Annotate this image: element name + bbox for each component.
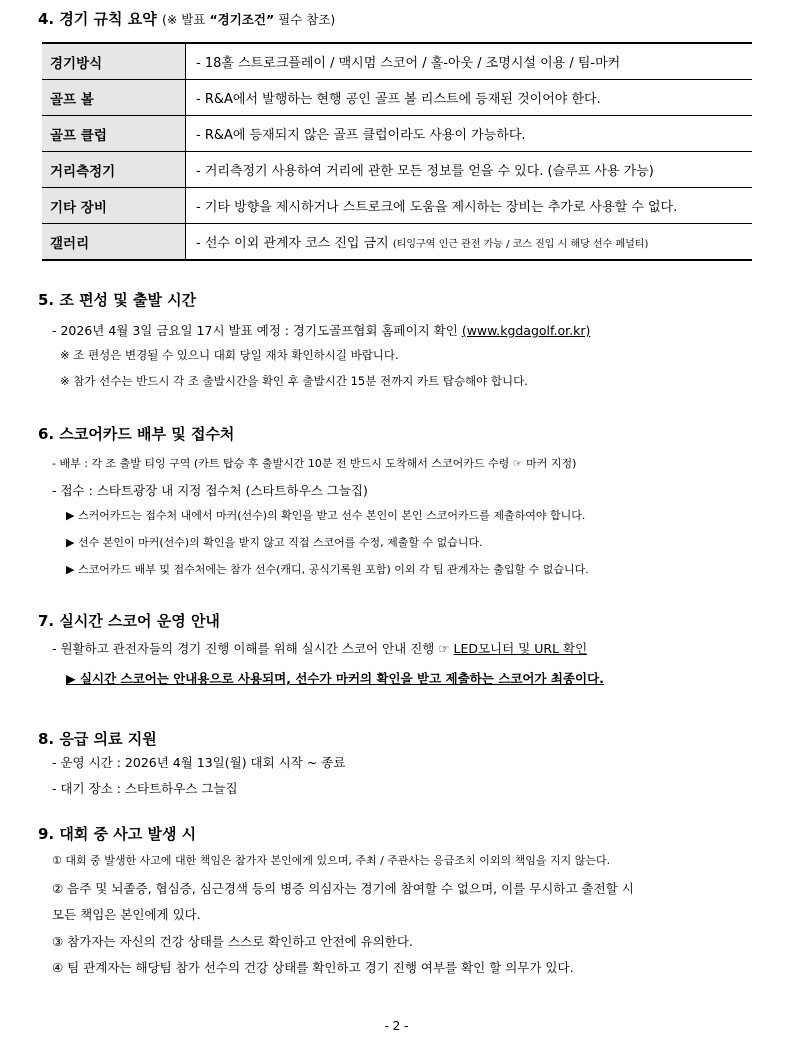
section-8-line: - 운영 시간 : 2026년 4월 13일(월) 대회 시작 ~ 종료 (52, 755, 346, 770)
rules-table (42, 42, 752, 261)
rule-value-text: - 기타 방향을 제시하거나 스트로크에 도움을 제시하는 장비는 추가로 사용할 수 없다. (196, 200, 678, 215)
section-9-item: ② 음주 및 뇌졸증, 협심증, 심근경색 등의 병증 의심자는 경기에 참여할 수 없으며, 이를 무시하고 출전할 시 (52, 881, 634, 896)
section-9-item: ④ 팀 관계자는 해당팀 참가 선수의 건강 상태를 확인하고 경기 진행 여부를 확인 할 의무가 있다. (52, 960, 574, 975)
rule-value-text: - 거리측정기 사용하여 거리에 관한 모든 정보를 얻을 수 있다. (슬루프 사용 가능) (196, 164, 654, 179)
section-6-bullet: ▶ 스코어카드 배부 및 접수처에는 참가 선수(캐디, 공식기록원 포함) 이외 각 팀 관계자는 출입할 수 없습니다. (66, 563, 589, 576)
note-bold: “경기조건” (209, 12, 275, 27)
section-4-title: 4. 경기 규칙 요약 (38, 10, 157, 28)
table-row (42, 224, 752, 261)
table-row (42, 188, 752, 224)
table-row (42, 80, 752, 116)
section-5-note: ※ 참가 선수는 반드시 각 조 출발시간을 확인 후 출발시간 15분 전까지 카트 탑승해야 합니다. (60, 374, 528, 388)
rule-value-small: (티잉구역 인근 관전 가능 / 코스 진입 시 해당 선수 페널티) (392, 239, 649, 250)
section-8-line: - 대기 장소 : 스타트하우스 그늘집 (52, 781, 238, 796)
section-7-title: 7. 실시간 스코어 운영 안내 (38, 612, 220, 630)
rule-value-text: - R&A에서 발행하는 현행 공인 골프 볼 리스트에 등재된 것이어야 한다. (196, 92, 601, 107)
note-suffix: 필수 참조) (274, 12, 336, 27)
table-row (42, 43, 752, 80)
section-6-title: 6. 스코어카드 배부 및 접수처 (38, 425, 235, 443)
rule-value-text: - 선수 이외 관계자 코스 진입 금지 (196, 236, 393, 251)
section-9-item: ③ 참가자는 자신의 건강 상태를 스스로 확인하고 안전에 유의한다. (52, 934, 413, 949)
section-6-bullet: ▶ 선수 본인이 마커(선수)의 확인을 받지 않고 직접 스코어를 수정, 제출할 수 없습니다. (66, 536, 483, 549)
rule-value (186, 188, 753, 224)
rule-key: 갤러리 (42, 224, 186, 261)
note-prefix: (※ 발표 (161, 12, 210, 27)
led-url-link[interactable]: LED모니터 및 URL 확인 (453, 641, 588, 656)
section-9-item: 모든 책임은 본인에게 있다. (52, 907, 201, 922)
line-text: - 2026년 4월 3일 금요일 17시 발표 예정 : 경기도골프협회 홈페이지 확인 (52, 323, 462, 338)
line-text: - 원활하고 관전자들의 경기 진행 이해를 위해 실시간 스코어 안내 진행 ☞ (52, 641, 454, 656)
section-7-note: ▶ 실시간 스코어는 안내용으로 사용되며, 선수가 마커의 확인을 받고 제출하는 스코어가 최종이다. (66, 671, 604, 686)
section-6-line: - 배부 : 각 조 출발 티잉 구역 (카트 탑승 후 출발시간 10분 전 반드시 도착해서 스코어카드 수령 ☞ 마커 지정) (52, 457, 577, 470)
table-row (42, 116, 752, 152)
section-6-bullet: ▶ 스커어카드는 접수처 내에서 마커(선수)의 확인을 받고 선수 본인이 본인 스코어카드를 제출하여야 합니다. (66, 509, 586, 522)
rule-value (186, 116, 753, 152)
rule-key: 거리측정기 (42, 152, 186, 188)
section-7-line (52, 639, 587, 657)
rule-value (186, 43, 753, 80)
rule-key: 골프 클럽 (42, 116, 186, 152)
page-number: - 2 - (384, 1019, 409, 1033)
rule-key: 골프 볼 (42, 80, 186, 116)
section-6-line: - 접수 : 스타트광장 내 지정 접수처 (스타트하우스 그늘집) (52, 483, 368, 498)
rule-key: 기타 장비 (42, 188, 186, 224)
table-row (42, 152, 752, 188)
section-5-title: 5. 조 편성 및 출발 시간 (38, 291, 197, 309)
section-8-title: 8. 응급 의료 지원 (38, 730, 157, 748)
section-5-note: ※ 조 편성은 변경될 수 있으니 대회 당일 재차 확인하시길 바랍니다. (60, 348, 399, 362)
section-9-title: 9. 대회 중 사고 발생 시 (38, 825, 197, 843)
section-9-item: ① 대회 중 발생한 사고에 대한 책임은 참가자 본인에게 있으며, 주최 / 주관사는 응급조치 이외의 책임을 지지 않는다. (52, 854, 611, 867)
section-5-line (52, 321, 590, 339)
section-4-note (162, 12, 335, 27)
rule-value (186, 152, 753, 188)
rule-key: 경기방식 (42, 43, 186, 80)
website-link[interactable]: (www.kgdagolf.or.kr) (461, 323, 591, 338)
rule-value (186, 224, 753, 261)
rule-value (186, 80, 753, 116)
rule-value-text: - R&A에 등재되지 않은 골프 클럽이라도 사용이 가능하다. (196, 128, 526, 143)
rule-value-text: - 18홀 스트로크플레이 / 맥시멈 스코어 / 홀-아웃 / 조명시설 이용 / 팀-마커 (196, 56, 621, 71)
section-4-heading (38, 8, 335, 29)
